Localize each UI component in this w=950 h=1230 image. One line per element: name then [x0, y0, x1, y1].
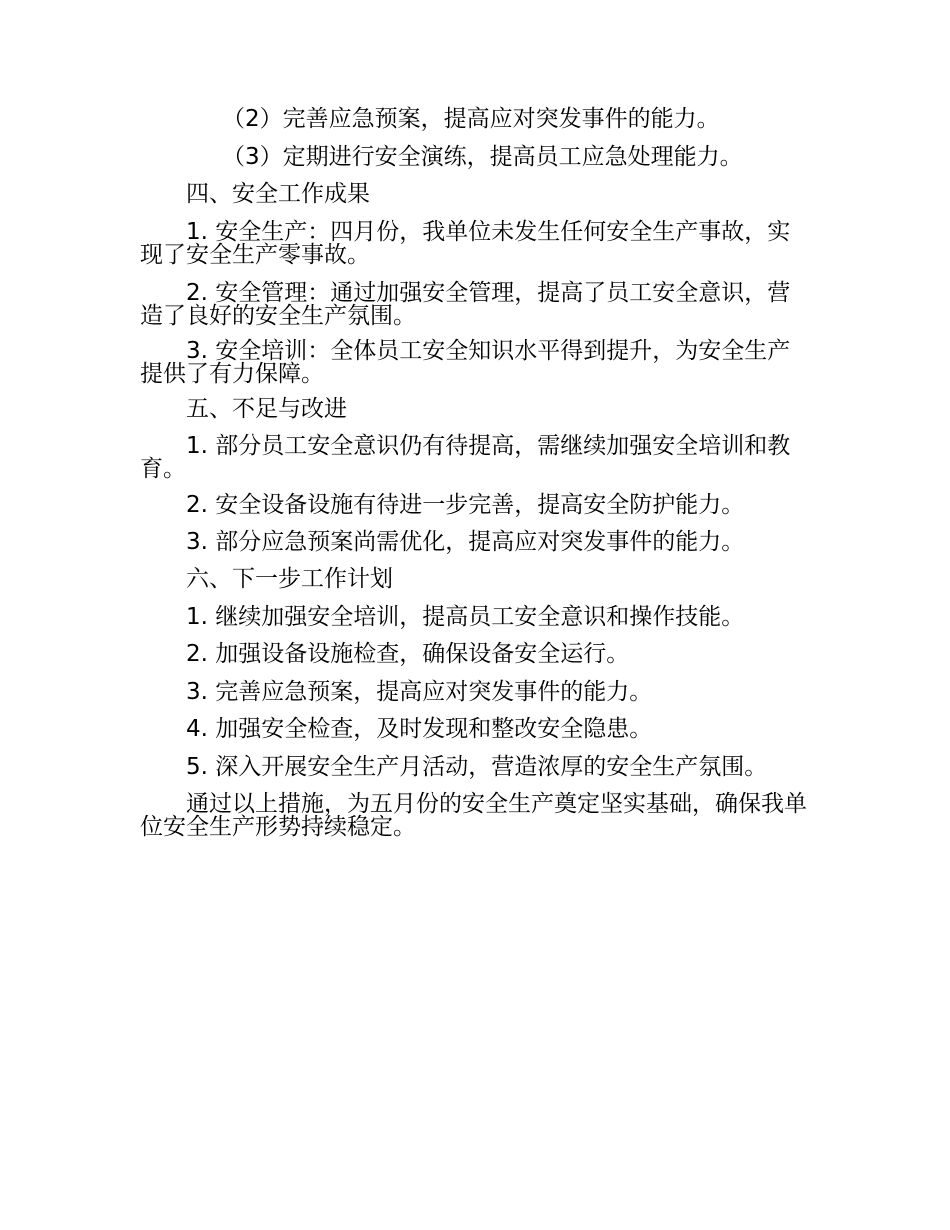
list-item-paragraph: 1. 部分员工安全意识仍有待提高，需继续加强安全培训和教育。 [140, 433, 791, 482]
list-item-paragraph: 3. 部分应急预案尚需优化，提高应对突发事件的能力。 [186, 529, 745, 555]
section-heading: 六、下一步工作计划 [186, 566, 393, 592]
section-heading: 五、不足与改进 [186, 396, 347, 422]
section-heading: 四、安全工作成果 [186, 181, 370, 207]
list-item-paragraph: 1. 安全生产：四月份，我单位未发生任何安全生产事故，实现了安全生产零事故。 [140, 219, 791, 268]
list-item-paragraph: 1. 继续加强安全培训，提高员工安全意识和操作技能。 [186, 604, 745, 630]
list-item-paragraph: 5. 深入开展安全生产月活动，营造浓厚的安全生产氛围。 [186, 754, 768, 780]
sub-item-paragraph: （3）定期进行安全演练，提高员工应急处理能力。 [222, 144, 743, 170]
list-item-paragraph: 3. 完善应急预案，提高应对突发事件的能力。 [186, 679, 653, 705]
list-item-paragraph: 4. 加强安全检查，及时发现和整改安全隐患。 [186, 716, 653, 742]
list-item-paragraph: 2. 安全设备设施有待进一步完善，提高安全防护能力。 [186, 492, 745, 518]
list-item-paragraph: 2. 安全管理：通过加强安全管理，提高了员工安全意识，营造了良好的安全生产氛围。 [140, 280, 791, 329]
closing-paragraph: 通过以上措施，为五月份的安全生产奠定坚实基础，确保我单位安全生产形势持续稳定。 [140, 791, 807, 840]
list-item-paragraph: 2. 加强设备设施检查，确保设备安全运行。 [186, 641, 630, 667]
sub-item-paragraph: （2）完善应急预案，提高应对突发事件的能力。 [222, 106, 720, 132]
list-item-paragraph: 3. 安全培训：全体员工安全知识水平得到提升，为安全生产提供了有力保障。 [140, 338, 791, 387]
